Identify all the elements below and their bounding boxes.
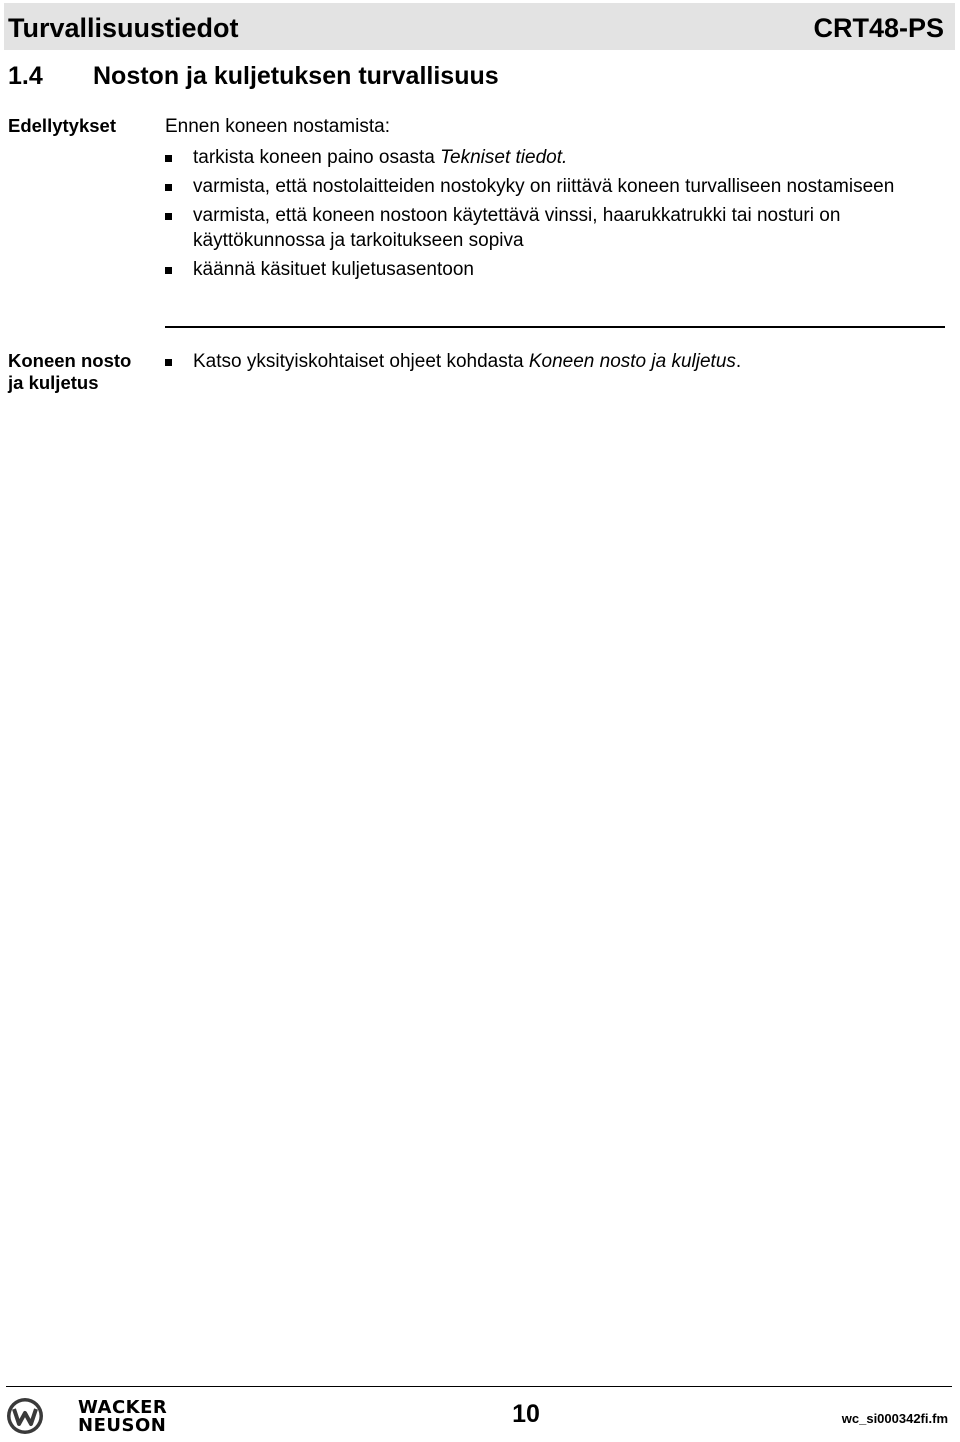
bullet-square-icon: [165, 267, 172, 274]
transport-label-line2: ja kuljetus: [8, 372, 99, 393]
list-item: [165, 203, 940, 253]
list-item: [165, 349, 940, 374]
bullet-square-icon: [165, 184, 172, 191]
transport-label: [8, 350, 158, 394]
bullet-square-icon: [165, 359, 172, 366]
brand-line1: WACKER: [78, 1397, 168, 1418]
list-item-period: .: [735, 351, 742, 372]
model-name: CRT48-PS: [813, 13, 944, 43]
reference-link[interactable]: Tekniset tiedot: [440, 147, 562, 168]
brand-line2: NEUSON: [78, 1415, 167, 1436]
list-item-period: .: [562, 147, 568, 168]
list-item-text: Katso yksityiskohtaiset ohjeet kohdasta: [193, 351, 529, 372]
section-divider: [165, 326, 945, 328]
wacker-neuson-w-logo-icon: [6, 1397, 44, 1435]
section-number: 1.4: [8, 62, 43, 90]
list-item-text: tarkista koneen paino osasta: [193, 147, 441, 168]
footer-divider: [6, 1386, 952, 1387]
list-item: [165, 257, 940, 282]
reference-link[interactable]: Koneen nosto ja kuljetus: [528, 351, 736, 372]
section-title: Noston ja kuljetuksen turvallisuus: [93, 62, 499, 90]
prerequisites-list: [165, 145, 940, 286]
file-reference: wc_si000342fi.fm: [841, 1411, 948, 1426]
page-number: 10: [512, 1400, 540, 1428]
bullet-square-icon: [165, 155, 172, 162]
prerequisites-intro: Ennen koneen nostamista:: [165, 116, 390, 137]
transport-label-line1: Koneen nosto: [8, 350, 132, 371]
document-title: Turvallisuustiedot: [8, 13, 239, 43]
section-heading: [8, 60, 499, 92]
list-item: [165, 145, 940, 170]
list-item-text: varmista, että koneen nostoon käytettävä vinssi, haarukkatrukki tai nosturi on käyttökunnossa ja tarkoitukseen sopiva: [193, 205, 841, 251]
prerequisites-label: Edellytykset: [8, 115, 116, 136]
list-item: [165, 174, 940, 199]
bullet-square-icon: [165, 213, 172, 220]
list-item-text: varmista, että nostolaitteiden nostokyky on riittävä koneen turvalliseen nostamiseen: [193, 176, 895, 197]
list-item-text: käännä käsituet kuljetusasentoon: [193, 259, 474, 280]
transport-list: [165, 349, 940, 378]
brand-logo: [78, 1399, 167, 1435]
